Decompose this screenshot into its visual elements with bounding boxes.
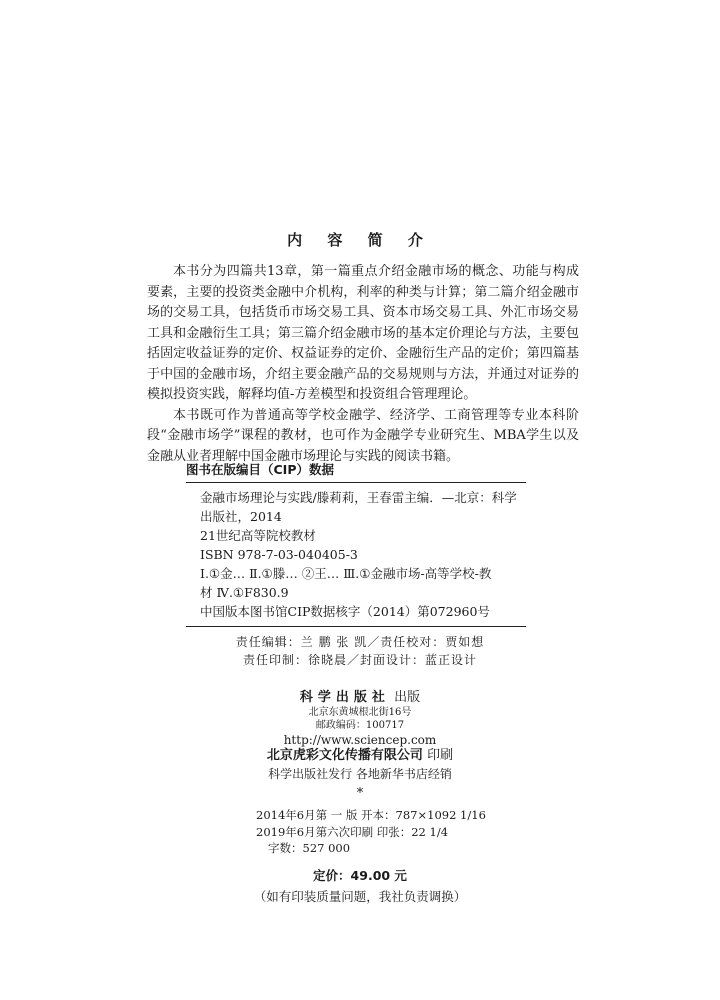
cip-heading: 图书在版编目（CIP）数据 (186, 462, 334, 477)
edition-line: 2014年6月第 一 版 开本：787×1092 1/16 (256, 808, 486, 822)
cip-line: Ⅰ.①金… Ⅱ.①滕… ②王… Ⅲ.①金融市场-高等学校-教 (200, 566, 492, 581)
credits-block (0, 633, 720, 669)
divider (186, 626, 526, 627)
publisher-name-suffix: 出版 (394, 690, 421, 705)
summary-paragraph: 本书既可作为普通高等学校金融学、经济学、工商管理等专业本科阶段“金融市场学”课程的教材，也可作为金融学专业研究生、MBA学生以及金融从业者理解中国金融市场理论与实践的阅读书籍。 (147, 407, 579, 464)
price: 定价：49.00 元 (313, 868, 407, 883)
publisher-url: http://www.sciencep.com (283, 733, 437, 747)
distribution-line: 科学出版社发行 各地新华书店经销 (268, 767, 452, 781)
edition-line: 2019年6月第六次印刷 印张：22 1/4 (256, 824, 449, 839)
cip-line: 金融市场理论与实践/滕莉莉，王春雷主编．—北京：科学 (200, 490, 517, 505)
printer-suffix: 印刷 (427, 748, 454, 763)
printer-line (0, 748, 720, 764)
summary-title: 内 容 简 介 (287, 231, 433, 249)
quality-notice: （如有印装质量问题，我社负责调换） (253, 889, 467, 904)
edition-line: 字数：527 000 (268, 841, 351, 855)
summary-section (147, 262, 579, 467)
publisher-address: 北京东黄城根北街16号 (308, 707, 412, 718)
cip-block (186, 460, 526, 627)
cip-line: 21世纪高等院校教材 (200, 528, 316, 543)
publisher-block (0, 690, 720, 782)
separator-star: * (356, 786, 364, 801)
publisher-postcode: 邮政编码：100717 (315, 720, 405, 731)
cip-line: 出版社，2014 (200, 509, 282, 524)
summary-paragraph: 本书分为四篇共13章，第一篇重点介绍金融市场的概念、功能与构成要素，主要的投资类金融中介机构，利率的种类与计算；第二篇介绍金融市场的交易工具，包括货币市场交易工具、资本市场交易工具、外汇市场交易工具和金融衍生工具；第三篇介绍金融市场的基本定价理论与方法，主要包括固定收益证券的定价、权益证券的定价、金融衍生产品的定价；第四篇基于中国的金融市场，介绍主要金融产品的交易规则与方法，并通过对证券的模拟投资实践，解释均值-方差模型和投资组合管理理论。 (147, 264, 579, 402)
credits-line: 责任印制：徐晓晨／封面设计：蓝正设计 (242, 653, 477, 667)
cip-body (186, 483, 526, 626)
printer-name: 北京虎彩文化传播有限公司 (266, 748, 423, 763)
cip-line: ISBN 978-7-03-040405-3 (200, 547, 358, 562)
publisher-name: 科学出版社 (299, 690, 390, 705)
edition-block (256, 807, 486, 857)
credits-line: 责任编辑：兰 鹏 张 凯／责任校对：贾如想 (235, 635, 485, 649)
publisher-name-line (0, 690, 720, 706)
cip-line: 材 Ⅳ.①F830.9 (200, 585, 289, 600)
cip-line: 中国版本图书馆CIP数据核字（2014）第072960号 (200, 604, 490, 619)
